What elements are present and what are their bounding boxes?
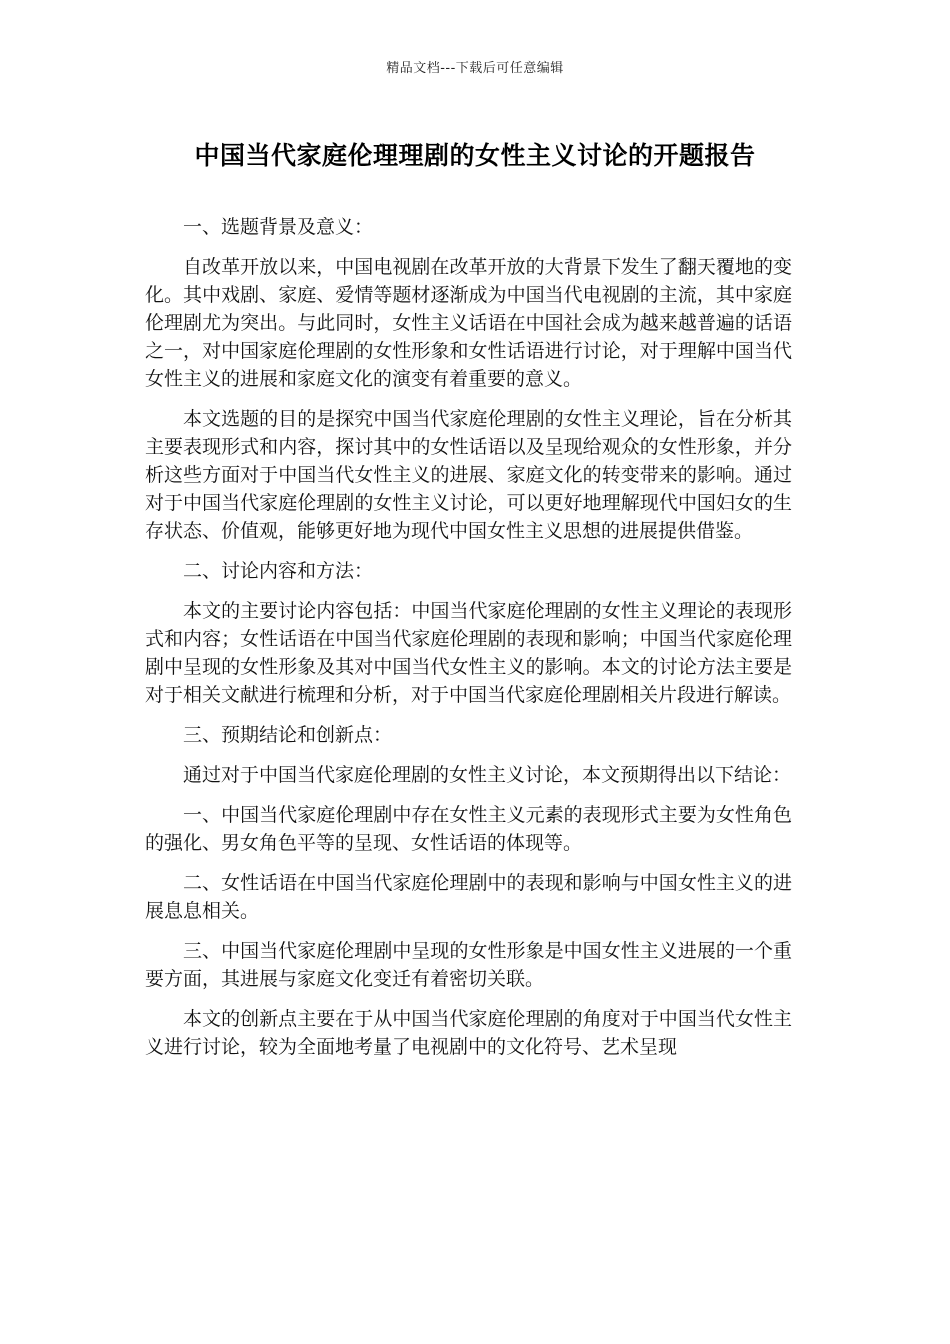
- body-paragraph: 自改革开放以来，中国电视剧在改革开放的大背景下发生了翻天覆地的变化。其中戏剧、家庭、爱情等题材逐渐成为中国当代电视剧的主流，其中家庭伦理剧尤为突出。与此同时，女性主义话语在中国社会成为越来越普遍的话语之一，对中国家庭伦理剧的女性形象和女性话语进行讨论，对于理解中国当代女性主义的进展和家庭文化的演变有着重要的意义。: [145, 256, 792, 390]
- body-paragraph: 本文的主要讨论内容包括：中国当代家庭伦理剧的女性主义理论的表现形式和内容；女性话语在中国当代家庭伦理剧的表现和影响；中国当代家庭伦理剧中呈现的女性形象及其对中国当代女性主义的影响。本文的讨论方法主要是对于相关文献进行梳理和分析，对于中国当代家庭伦理剧相关片段进行解读。: [145, 600, 792, 706]
- body-paragraph: 通过对于中国当代家庭伦理剧的女性主义讨论，本文预期得出以下结论：: [183, 764, 792, 786]
- section-heading-methods: 二、讨论内容和方法：: [183, 560, 374, 582]
- document-title: 中国当代家庭伦理理剧的女性主义讨论的开题报告: [194, 141, 756, 170]
- document-body: [145, 213, 792, 1073]
- conclusion-item: 三、中国当代家庭伦理剧中呈现的女性形象是中国女性主义进展的一个重要方面，其进展与家庭文化变迁有着密切关联。: [145, 940, 792, 990]
- conclusion-item: 一、中国当代家庭伦理剧中存在女性主义元素的表现形式主要为女性角色的强化、男女角色平等的呈现、女性话语的体现等。: [145, 804, 792, 854]
- section-heading-background: 一、选题背景及意义：: [183, 216, 374, 238]
- body-paragraph: 本文选题的目的是探究中国当代家庭伦理剧的女性主义理论，旨在分析其主要表现形式和内容，探讨其中的女性话语以及呈现给观众的女性形象，并分析这些方面对于中国当代女性主义的进展、家庭文化的转变带来的影响。通过对于中国当代家庭伦理剧的女性主义讨论，可以更好地理解现代中国妇女的生存状态、价值观，能够更好地为现代中国女性主义思想的进展提供借鉴。: [145, 408, 792, 542]
- section-heading-conclusions: 三、预期结论和创新点：: [183, 724, 393, 746]
- conclusion-item: 二、女性话语在中国当代家庭伦理剧中的表现和影响与中国女性主义的进展息息相关。: [145, 872, 792, 922]
- body-paragraph: 本文的创新点主要在于从中国当代家庭伦理剧的角度对于中国当代女性主义进行讨论，较为全面地考量了电视剧中的文化符号、艺术呈现: [145, 1008, 792, 1058]
- page-header-note: 精品文档---下载后可任意编辑: [386, 61, 564, 76]
